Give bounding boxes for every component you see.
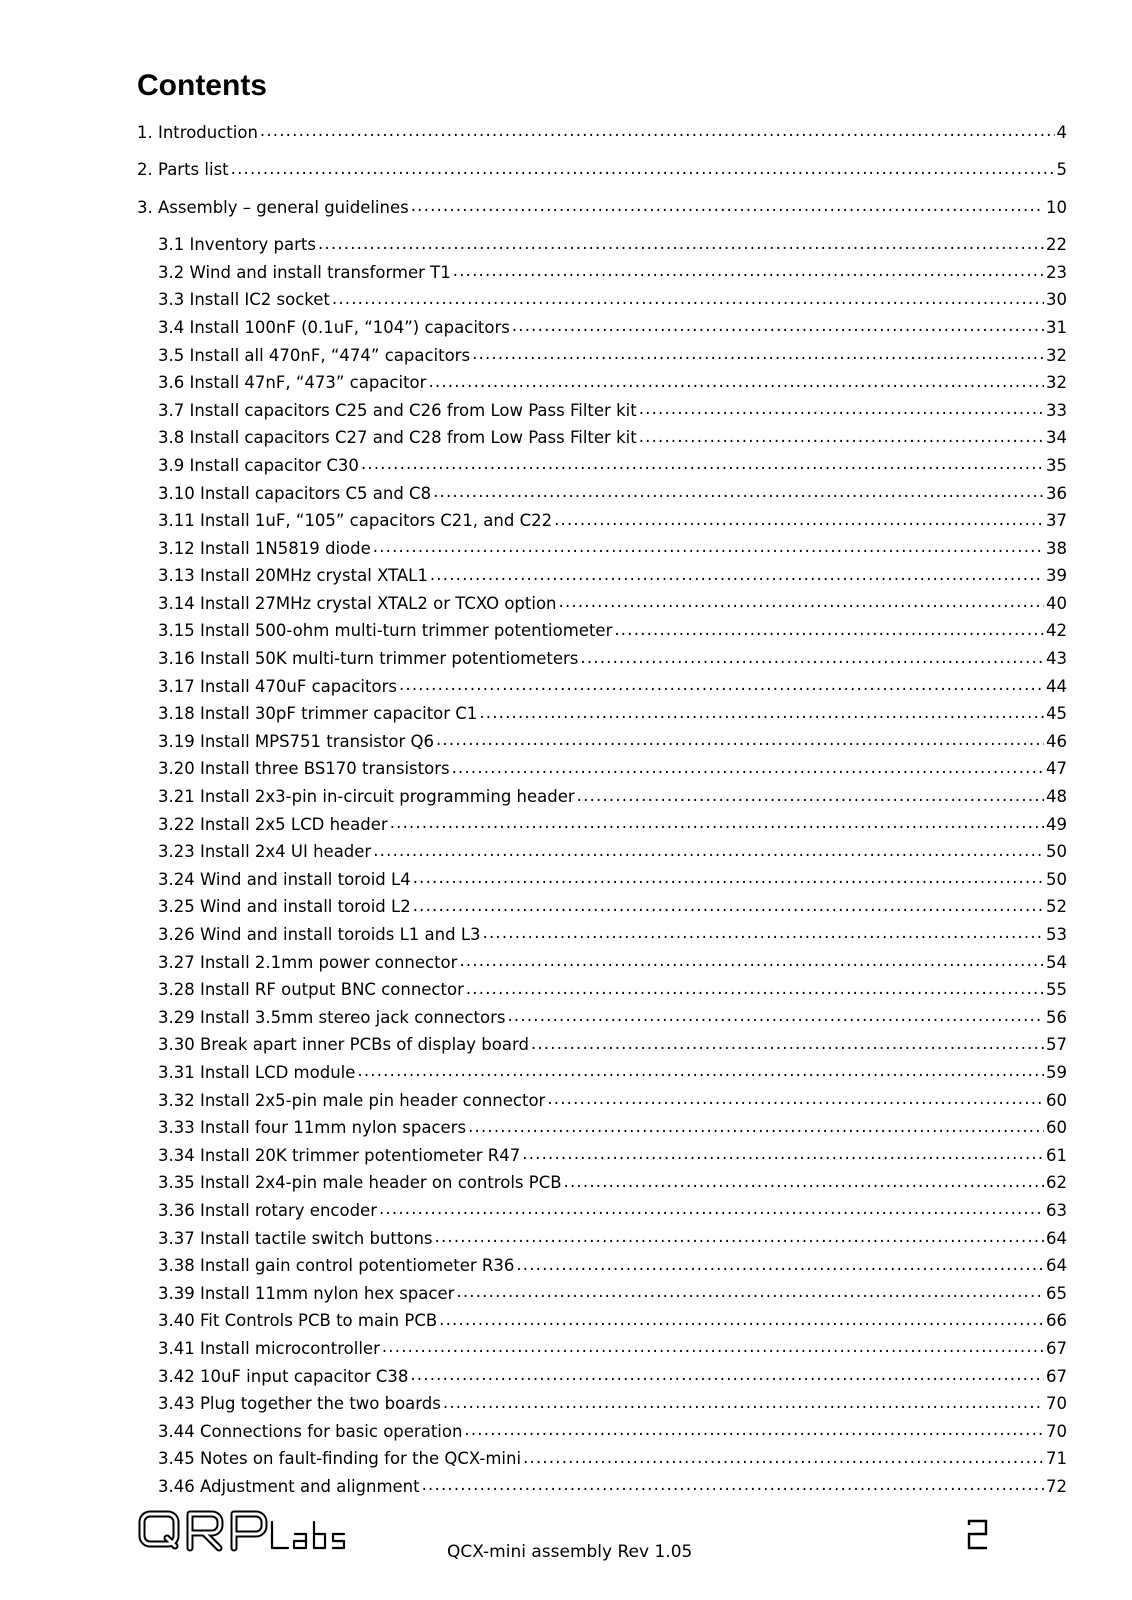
toc-entry-page: 45 bbox=[1046, 704, 1067, 724]
toc-entry-title: 3.26 Wind and install toroids L1 and L3 bbox=[158, 925, 481, 945]
dot-leader bbox=[639, 401, 1044, 418]
toc-entry-title: 3.24 Wind and install toroid L4 bbox=[158, 869, 411, 889]
toc-entry-title: 3.13 Install 20MHz crystal XTAL1 bbox=[158, 566, 428, 586]
dot-leader bbox=[459, 953, 1044, 970]
toc-entry-page: 55 bbox=[1046, 980, 1067, 1000]
toc-entry[interactable] bbox=[137, 1252, 1067, 1280]
dot-leader bbox=[390, 815, 1044, 832]
page-footer bbox=[0, 1510, 1132, 1580]
toc-entry[interactable] bbox=[137, 507, 1067, 535]
dot-leader bbox=[547, 1091, 1044, 1108]
dot-leader bbox=[483, 925, 1044, 942]
toc-entry-page: 10 bbox=[1046, 197, 1067, 217]
toc-entry[interactable] bbox=[137, 1335, 1067, 1363]
dot-leader bbox=[413, 898, 1044, 915]
toc-entry[interactable] bbox=[137, 452, 1067, 480]
toc-entry[interactable] bbox=[137, 1197, 1067, 1225]
toc-entry-page: 60 bbox=[1046, 1090, 1067, 1110]
toc-entry-title: 3.29 Install 3.5mm stereo jack connectors bbox=[158, 1007, 506, 1027]
toc-entry[interactable] bbox=[137, 424, 1067, 452]
toc-entry[interactable] bbox=[137, 811, 1067, 839]
dot-leader bbox=[564, 1174, 1044, 1191]
dot-leader bbox=[382, 1339, 1044, 1356]
toc-entry-title: 3.32 Install 2x5-pin male pin header connector bbox=[158, 1090, 546, 1110]
toc-entry-page: 72 bbox=[1046, 1476, 1067, 1496]
toc-entry-title: 3.44 Connections for basic operation bbox=[158, 1421, 463, 1441]
toc-entry[interactable] bbox=[137, 342, 1067, 370]
dot-leader bbox=[443, 1395, 1044, 1412]
dot-leader bbox=[413, 870, 1044, 887]
dot-leader bbox=[428, 374, 1044, 391]
toc-entry-title: 3.8 Install capacitors C27 and C28 from Low Pass Filter kit bbox=[158, 428, 637, 448]
toc-entry[interactable] bbox=[137, 314, 1067, 342]
toc-entry-page: 50 bbox=[1046, 869, 1067, 889]
dot-leader bbox=[439, 1312, 1044, 1329]
toc-entry[interactable] bbox=[137, 1225, 1067, 1253]
toc-entry[interactable] bbox=[137, 1473, 1067, 1501]
toc-entry-title: 3.25 Wind and install toroid L2 bbox=[158, 897, 411, 917]
toc-entry-title: 3.30 Break apart inner PCBs of display board bbox=[158, 1035, 529, 1055]
toc-entry[interactable] bbox=[137, 673, 1067, 701]
dot-leader bbox=[433, 484, 1044, 501]
toc-entry-title: 3.45 Notes on fault-finding for the QCX-mini bbox=[158, 1449, 522, 1469]
toc-entry-title: 3.42 10uF input capacitor C38 bbox=[158, 1366, 409, 1386]
toc-entry[interactable] bbox=[137, 1307, 1067, 1335]
dot-leader bbox=[464, 1422, 1044, 1439]
toc-entry-title: 3.9 Install capacitor C30 bbox=[158, 455, 359, 475]
toc-entry-title: 3. Assembly – general guidelines bbox=[137, 197, 409, 217]
dot-leader bbox=[516, 1257, 1044, 1274]
toc-entry-page: 38 bbox=[1046, 538, 1067, 558]
toc-entry[interactable] bbox=[137, 119, 1067, 156]
toc-entry[interactable] bbox=[137, 893, 1067, 921]
toc-entry[interactable] bbox=[137, 1418, 1067, 1446]
toc-entry-title: 3.19 Install MPS751 transistor Q6 bbox=[158, 731, 434, 751]
toc-entry-title: 3.34 Install 20K trimmer potentiometer R47 bbox=[158, 1145, 521, 1165]
toc-entry-title: 3.12 Install 1N5819 diode bbox=[158, 538, 371, 558]
toc-entry-page: 62 bbox=[1046, 1173, 1067, 1193]
page-number bbox=[966, 1516, 990, 1552]
toc-entry[interactable] bbox=[137, 866, 1067, 894]
toc-entry[interactable] bbox=[137, 976, 1067, 1004]
toc-entry-title: 3.21 Install 2x3-pin in-circuit programming header bbox=[158, 787, 575, 807]
toc-entry-page: 47 bbox=[1046, 759, 1067, 779]
toc-entry-page: 35 bbox=[1046, 455, 1067, 475]
dot-leader bbox=[512, 318, 1044, 335]
toc-entry[interactable] bbox=[137, 1169, 1067, 1197]
toc-entry[interactable] bbox=[137, 921, 1067, 949]
toc-entry-title: 3.18 Install 30pF trimmer capacitor C1 bbox=[158, 704, 478, 724]
toc-entry-title: 3.10 Install capacitors C5 and C8 bbox=[158, 483, 432, 503]
toc-entry-title: 3.2 Wind and install transformer T1 bbox=[158, 262, 451, 282]
toc-entry-title: 3.16 Install 50K multi-turn trimmer potentiometers bbox=[158, 649, 579, 669]
toc-entry-title: 3.7 Install capacitors C25 and C26 from Low Pass Filter kit bbox=[158, 400, 637, 420]
toc-entry-page: 30 bbox=[1046, 290, 1067, 310]
toc-entry-page: 54 bbox=[1046, 952, 1067, 972]
toc-entry-page: 63 bbox=[1046, 1200, 1067, 1220]
dot-leader bbox=[452, 760, 1044, 777]
toc-entry-page: 67 bbox=[1046, 1338, 1067, 1358]
toc-entry[interactable] bbox=[137, 194, 1067, 231]
dot-leader bbox=[332, 291, 1044, 308]
toc-entry[interactable] bbox=[137, 286, 1067, 314]
dot-leader bbox=[231, 161, 1055, 178]
table-of-contents bbox=[137, 119, 1067, 1500]
dot-leader bbox=[507, 1008, 1044, 1025]
toc-entry-page: 34 bbox=[1046, 428, 1067, 448]
dot-leader bbox=[456, 1284, 1044, 1301]
toc-entry-page: 42 bbox=[1046, 621, 1067, 641]
toc-entry[interactable] bbox=[137, 535, 1067, 563]
toc-entry-page: 70 bbox=[1046, 1394, 1067, 1414]
toc-entry-page: 31 bbox=[1046, 317, 1067, 337]
toc-entry-title: 3.17 Install 470uF capacitors bbox=[158, 676, 397, 696]
toc-entry-page: 56 bbox=[1046, 1007, 1067, 1027]
toc-entry-title: 3.1 Inventory parts bbox=[158, 235, 316, 255]
dot-leader bbox=[361, 456, 1044, 473]
toc-entry-title: 3.28 Install RF output BNC connector bbox=[158, 980, 464, 1000]
toc-entry-title: 3.41 Install microcontroller bbox=[158, 1338, 380, 1358]
dot-leader bbox=[522, 1146, 1044, 1163]
toc-entry[interactable] bbox=[137, 369, 1067, 397]
toc-entry-page: 33 bbox=[1046, 400, 1067, 420]
dot-leader bbox=[435, 1229, 1044, 1246]
toc-entry[interactable] bbox=[137, 1142, 1067, 1170]
toc-entry-page: 70 bbox=[1046, 1421, 1067, 1441]
dot-leader bbox=[410, 1367, 1044, 1384]
toc-entry-page: 65 bbox=[1046, 1283, 1067, 1303]
dot-leader bbox=[531, 1036, 1044, 1053]
toc-entry[interactable] bbox=[137, 949, 1067, 977]
toc-entry[interactable] bbox=[137, 1087, 1067, 1115]
toc-entry-title: 3.11 Install 1uF, “105” capacitors C21, and C22 bbox=[158, 511, 553, 531]
toc-entry-title: 3.20 Install three BS170 transistors bbox=[158, 759, 450, 779]
toc-entry-title: 1. Introduction bbox=[137, 123, 258, 142]
toc-entry-title: 3.23 Install 2x4 UI header bbox=[158, 842, 372, 862]
toc-entry-title: 3.40 Fit Controls PCB to main PCB bbox=[158, 1311, 438, 1331]
toc-entry[interactable] bbox=[137, 1280, 1067, 1308]
dot-leader bbox=[411, 198, 1044, 215]
toc-entry[interactable] bbox=[137, 259, 1067, 287]
dot-leader bbox=[554, 512, 1044, 529]
toc-entry[interactable] bbox=[137, 156, 1067, 193]
dot-leader bbox=[357, 1063, 1044, 1080]
dot-leader bbox=[430, 567, 1044, 584]
toc-entry-page: 22 bbox=[1046, 235, 1067, 255]
toc-entry-page: 37 bbox=[1046, 511, 1067, 531]
toc-entry-title: 3.3 Install IC2 socket bbox=[158, 290, 330, 310]
toc-entry-title: 2. Parts list bbox=[137, 160, 229, 180]
toc-entry-title: 3.15 Install 500-ohm multi-turn trimmer potentiometer bbox=[158, 621, 613, 641]
toc-entry-page: 64 bbox=[1046, 1256, 1067, 1276]
toc-entry-page: 5 bbox=[1056, 160, 1067, 180]
toc-entry[interactable] bbox=[137, 728, 1067, 756]
toc-entry-page: 36 bbox=[1046, 483, 1067, 503]
toc-entry-title: 3.31 Install LCD module bbox=[158, 1062, 356, 1082]
toc-entry[interactable] bbox=[137, 645, 1067, 673]
toc-entry-page: 32 bbox=[1046, 345, 1067, 365]
toc-entry[interactable] bbox=[137, 480, 1067, 508]
toc-entry-title: 3.46 Adjustment and alignment bbox=[158, 1476, 420, 1496]
page-heading: Contents bbox=[137, 69, 267, 102]
toc-entry-page: 44 bbox=[1046, 676, 1067, 696]
toc-entry[interactable] bbox=[137, 700, 1067, 728]
toc-entry-page: 66 bbox=[1046, 1311, 1067, 1331]
toc-entry-page: 71 bbox=[1046, 1449, 1067, 1469]
toc-entry[interactable] bbox=[137, 397, 1067, 425]
toc-entry-page: 4 bbox=[1056, 123, 1067, 142]
toc-entry[interactable] bbox=[137, 1390, 1067, 1418]
toc-entry-title: 3.38 Install gain control potentiometer R36 bbox=[158, 1256, 515, 1276]
dot-leader bbox=[580, 650, 1044, 667]
dot-leader bbox=[577, 788, 1044, 805]
toc-entry-title: 3.37 Install tactile switch buttons bbox=[158, 1228, 433, 1248]
dot-leader bbox=[559, 594, 1044, 611]
dot-leader bbox=[422, 1477, 1044, 1494]
dot-leader bbox=[468, 1119, 1044, 1136]
toc-entry[interactable] bbox=[137, 1031, 1067, 1059]
dot-leader bbox=[523, 1450, 1044, 1467]
toc-entry-page: 43 bbox=[1046, 649, 1067, 669]
dot-leader bbox=[373, 539, 1044, 556]
toc-entry-title: 3.35 Install 2x4-pin male header on controls PCB bbox=[158, 1173, 562, 1193]
dot-leader bbox=[466, 981, 1044, 998]
dot-leader bbox=[614, 622, 1044, 639]
toc-entry[interactable] bbox=[137, 617, 1067, 645]
toc-entry-title: 3.4 Install 100nF (0.1uF, “104”) capacitors bbox=[158, 317, 510, 337]
toc-entry-page: 46 bbox=[1046, 731, 1067, 751]
toc-entry-page: 50 bbox=[1046, 842, 1067, 862]
toc-entry-page: 39 bbox=[1046, 566, 1067, 586]
toc-entry[interactable] bbox=[137, 231, 1067, 259]
toc-entry-title: 3.5 Install all 470nF, “474” capacitors bbox=[158, 345, 471, 365]
qrp-labs-logo bbox=[138, 1510, 358, 1554]
toc-entry-title: 3.27 Install 2.1mm power connector bbox=[158, 952, 458, 972]
toc-entry-title: 3.43 Plug together the two boards bbox=[158, 1394, 441, 1414]
toc-entry[interactable] bbox=[137, 562, 1067, 590]
toc-entry-page: 67 bbox=[1046, 1366, 1067, 1386]
toc-entry-title: 3.39 Install 11mm nylon hex spacer bbox=[158, 1283, 455, 1303]
toc-entry-title: 3.36 Install rotary encoder bbox=[158, 1200, 377, 1220]
toc-entry-title: 3.14 Install 27MHz crystal XTAL2 or TCXO option bbox=[158, 593, 557, 613]
toc-entry[interactable] bbox=[137, 1004, 1067, 1032]
toc-entry-page: 60 bbox=[1046, 1118, 1067, 1138]
toc-entry-page: 53 bbox=[1046, 925, 1067, 945]
toc-entry-page: 23 bbox=[1046, 262, 1067, 282]
toc-entry[interactable] bbox=[137, 838, 1067, 866]
toc-entry-page: 49 bbox=[1046, 814, 1067, 834]
toc-entry-page: 48 bbox=[1046, 787, 1067, 807]
dot-leader bbox=[373, 843, 1044, 860]
toc-entry[interactable] bbox=[137, 1059, 1067, 1087]
toc-entry-page: 40 bbox=[1046, 593, 1067, 613]
toc-entry-page: 52 bbox=[1046, 897, 1067, 917]
dot-leader bbox=[379, 1201, 1044, 1218]
dot-leader bbox=[399, 677, 1044, 694]
dot-leader bbox=[472, 346, 1044, 363]
toc-entry-title: 3.33 Install four 11mm nylon spacers bbox=[158, 1118, 467, 1138]
toc-entry[interactable] bbox=[137, 1445, 1067, 1473]
toc-entry[interactable] bbox=[137, 1363, 1067, 1391]
dot-leader bbox=[639, 429, 1044, 446]
dot-leader bbox=[479, 705, 1044, 722]
toc-entry-page: 61 bbox=[1046, 1145, 1067, 1165]
dot-leader bbox=[318, 236, 1044, 253]
toc-entry-title: 3.6 Install 47nF, “473” capacitor bbox=[158, 373, 427, 393]
toc-entry[interactable] bbox=[137, 1114, 1067, 1142]
dot-leader bbox=[453, 263, 1044, 280]
document-title: QCX-mini assembly Rev 1.05 bbox=[447, 1542, 693, 1562]
toc-entry-page: 57 bbox=[1046, 1035, 1067, 1055]
toc-entry-title: 3.22 Install 2x5 LCD header bbox=[158, 814, 388, 834]
toc-entry[interactable] bbox=[137, 590, 1067, 618]
toc-entry-page: 32 bbox=[1046, 373, 1067, 393]
toc-entry[interactable] bbox=[137, 755, 1067, 783]
dot-leader bbox=[436, 732, 1044, 749]
dot-leader bbox=[260, 123, 1055, 140]
toc-entry-page: 59 bbox=[1046, 1062, 1067, 1082]
toc-entry-page: 64 bbox=[1046, 1228, 1067, 1248]
toc-entry[interactable] bbox=[137, 783, 1067, 811]
